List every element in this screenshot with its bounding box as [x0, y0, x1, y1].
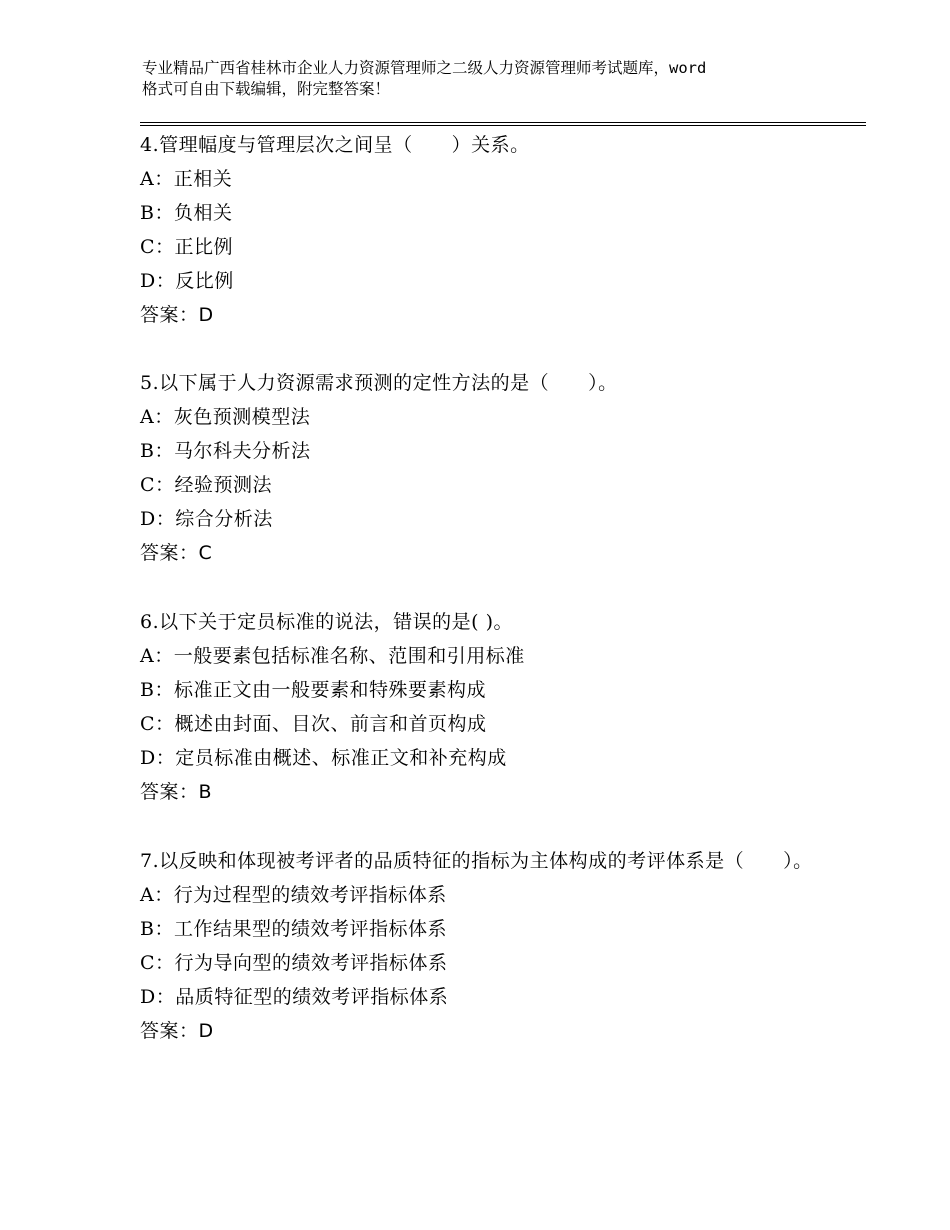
option-d: D：反比例 — [140, 270, 234, 292]
option-b: B：工作结果型的绩效考评指标体系 — [140, 918, 447, 940]
option-c: C：经验预测法 — [140, 474, 273, 496]
question-block — [140, 128, 840, 332]
header-divider — [140, 122, 866, 123]
option-c: C：概述由封面、目次、前言和首页构成 — [140, 713, 487, 735]
question-stem: 7.以反映和体现被考评者的品质特征的指标为主体构成的考评体系是（ ）。 — [140, 850, 813, 872]
option-a: A：行为过程型的绩效考评指标体系 — [140, 884, 447, 906]
option-a: A：一般要素包括标准名称、范围和引用标准 — [140, 645, 525, 667]
option-a: A：灰色预测模型法 — [140, 406, 311, 428]
answer-line: 答案：B — [140, 781, 213, 803]
question-stem: 5.以下属于人力资源需求预测的定性方法的是（ ）。 — [140, 372, 618, 394]
option-d: D：品质特征型的绩效考评指标体系 — [140, 986, 449, 1008]
option-d: D：综合分析法 — [140, 508, 273, 530]
answer-line: 答案：C — [140, 542, 213, 564]
option-b: B：标准正文由一般要素和特殊要素构成 — [140, 679, 486, 701]
option-c: C：正比例 — [140, 236, 234, 258]
question-stem: 6.以下关于定员标准的说法，错误的是( )。 — [140, 611, 513, 633]
question-block — [140, 844, 840, 1048]
header-divider-secondary — [140, 125, 866, 126]
answer-line: 答案：D — [140, 304, 214, 326]
option-c: C：行为导向型的绩效考评指标体系 — [140, 952, 448, 974]
question-block — [140, 605, 840, 809]
question-stem: 4.管理幅度与管理层次之间呈（ ）关系。 — [140, 134, 530, 156]
option-a: A：正相关 — [140, 168, 233, 190]
option-b: B：马尔科夫分析法 — [140, 440, 311, 462]
option-b: B：负相关 — [140, 202, 233, 224]
document-header: 专业精品广西省桂林市企业人力资源管理师之二级人力资源管理师考试题库，word 格式可自由下载编辑，附完整答案！ — [142, 59, 707, 98]
answer-line: 答案：D — [140, 1020, 214, 1042]
option-d: D：定员标准由概述、标准正文和补充构成 — [140, 747, 507, 769]
question-block — [140, 366, 840, 570]
